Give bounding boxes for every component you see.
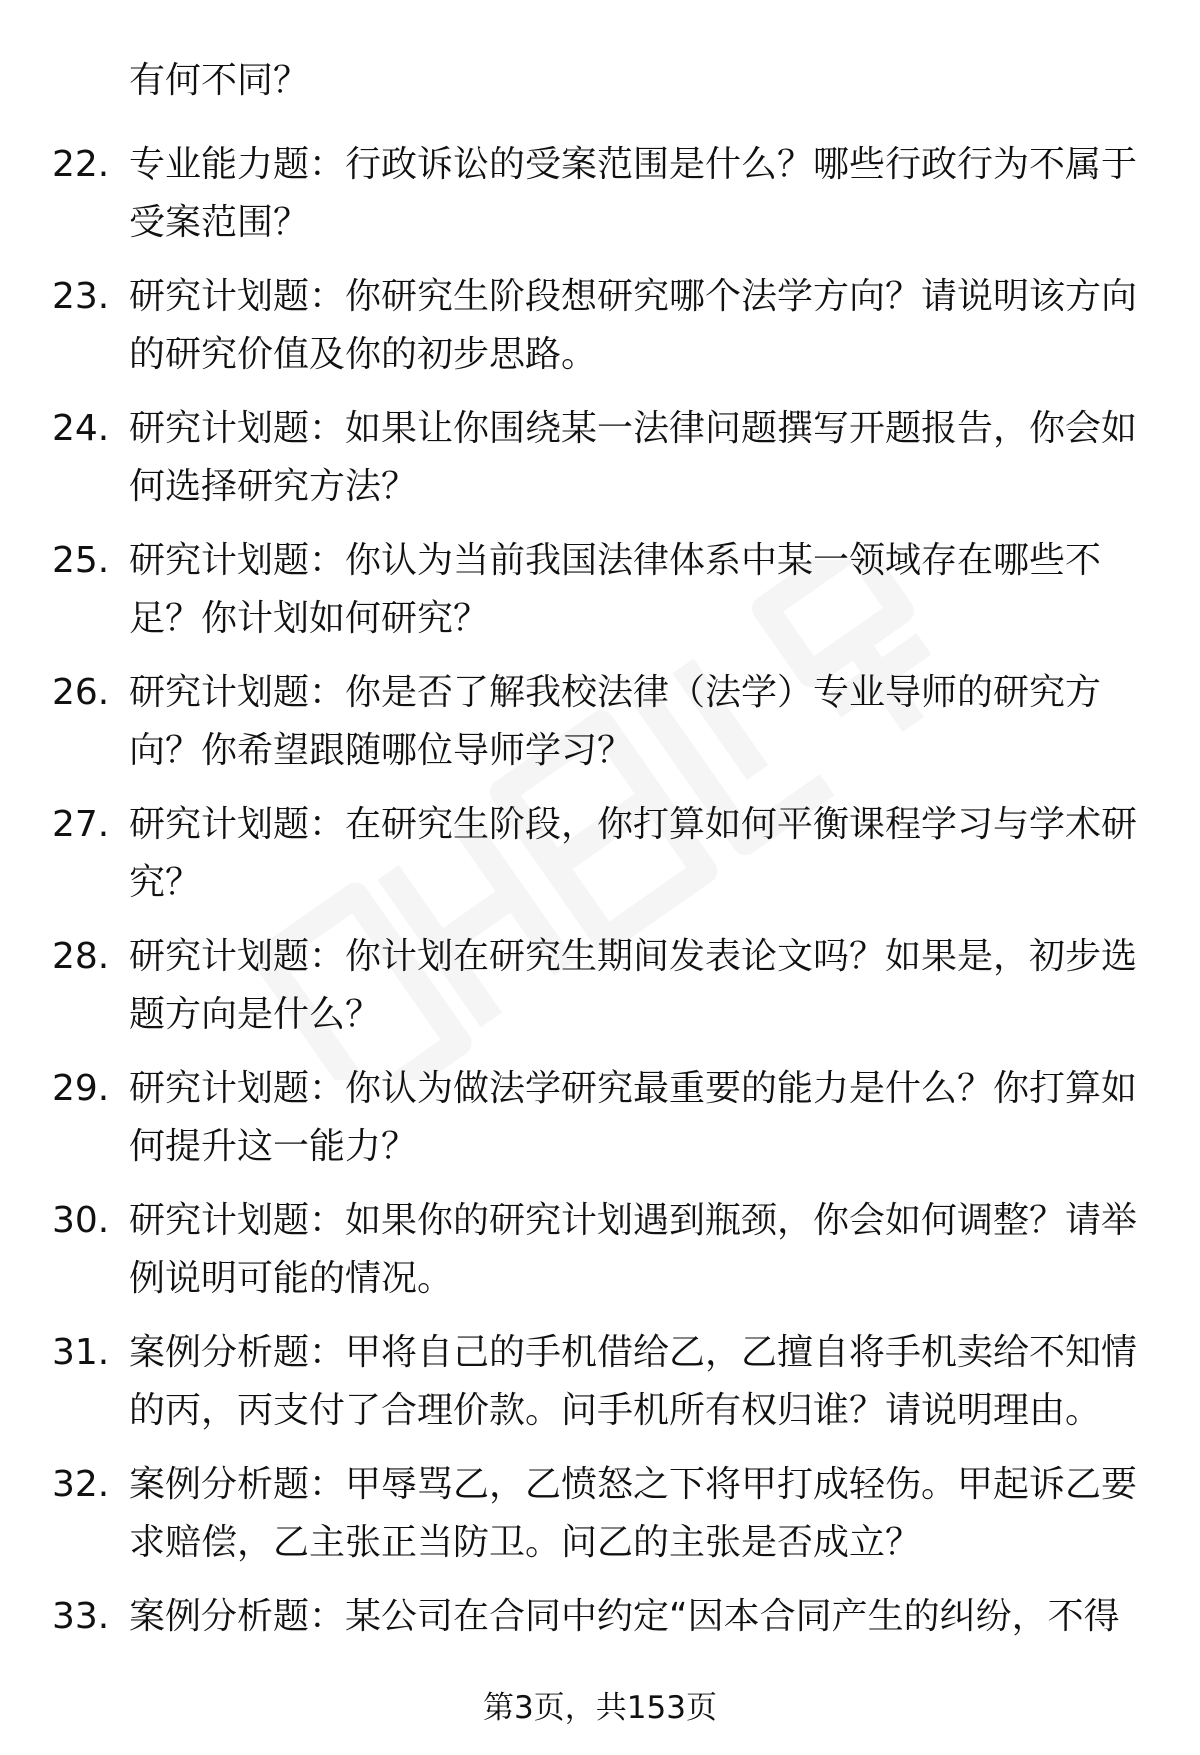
- question-item: [0, 1060, 1200, 1192]
- question-item: [0, 1192, 1200, 1324]
- question-text-line: 研究计划题：你是否了解我校法律（法学）专业导师的研究方: [129, 672, 1102, 713]
- question-text-line: 研究计划题：你认为当前我国法律体系中某一领域存在哪些不: [129, 540, 1102, 581]
- question-text-line: 足？你计划如何研究？: [129, 598, 490, 639]
- question-item: [0, 796, 1200, 928]
- question-text-line: 研究计划题：你计划在研究生期间发表论文吗？如果是，初步选: [129, 936, 1138, 977]
- question-text-line: 的研究价值及你的初步思路。: [129, 334, 598, 375]
- question-number: 25.: [52, 540, 110, 581]
- question-text-line: 受案范围？: [129, 202, 310, 243]
- question-text-line: 专业能力题：行政诉讼的受案范围是什么？哪些行政行为不属于: [129, 144, 1138, 185]
- question-item: [0, 532, 1200, 664]
- question-text-line: 究？: [129, 862, 202, 903]
- question-text-line: 案例分析题：甲辱骂乙，乙愤怒之下将甲打成轻伤。甲起诉乙要: [129, 1464, 1138, 1505]
- question-number: 31.: [52, 1332, 110, 1373]
- question-text-line: 研究计划题：在研究生阶段，你打算如何平衡课程学习与学术研: [129, 804, 1138, 845]
- question-number: 27.: [52, 804, 110, 845]
- question-text-line: 研究计划题：如果让你围绕某一法律问题撰写开题报告，你会如: [129, 408, 1138, 449]
- question-number: 24.: [52, 408, 110, 449]
- question-number: 22.: [52, 144, 110, 185]
- question-number: 26.: [52, 672, 110, 713]
- question-item: [0, 400, 1200, 532]
- question-text-line: 例说明可能的情况。: [129, 1258, 454, 1299]
- question-number: 28.: [52, 936, 110, 977]
- question-text-line: 求赔偿，乙主张正当防卫。问乙的主张是否成立？: [129, 1522, 922, 1563]
- continued-question-text: 有何不同？: [129, 60, 310, 101]
- page-footer: 第3页，共153页: [483, 1690, 717, 1726]
- question-item: [0, 1456, 1200, 1588]
- question-item: [0, 136, 1200, 268]
- question-number: 23.: [52, 276, 110, 317]
- question-text-line: 的丙，丙支付了合理价款。问手机所有权归谁？请说明理由。: [129, 1390, 1102, 1431]
- question-text-line: 向？你希望跟随哪位导师学习？: [129, 730, 634, 771]
- question-number: 33.: [52, 1596, 110, 1637]
- question-number: 30.: [52, 1200, 110, 1241]
- question-item: [0, 268, 1200, 400]
- question-text-line: 何选择研究方法？: [129, 466, 418, 507]
- question-text-line: 何提升这一能力？: [129, 1126, 418, 1167]
- question-text-line: 研究计划题：你研究生阶段想研究哪个法学方向？请说明该方向: [129, 276, 1138, 317]
- question-text-line: 研究计划题：如果你的研究计划遇到瓶颈，你会如何调整？请举: [129, 1200, 1138, 1241]
- question-text-line: 案例分析题：甲将自己的手机借给乙，乙擅自将手机卖给不知情: [129, 1332, 1138, 1373]
- question-list: [0, 136, 1200, 1720]
- question-text-line: 研究计划题：你认为做法学研究最重要的能力是什么？你打算如: [129, 1068, 1138, 1109]
- question-item: [0, 1324, 1200, 1456]
- question-text-line: 题方向是什么？: [129, 994, 382, 1035]
- question-item: [0, 928, 1200, 1060]
- question-number: 32.: [52, 1464, 110, 1505]
- question-item: [0, 664, 1200, 796]
- question-number: 29.: [52, 1068, 110, 1109]
- question-text-line: 案例分析题：某公司在合同中约定“因本合同产生的纠纷，不得: [129, 1596, 1120, 1637]
